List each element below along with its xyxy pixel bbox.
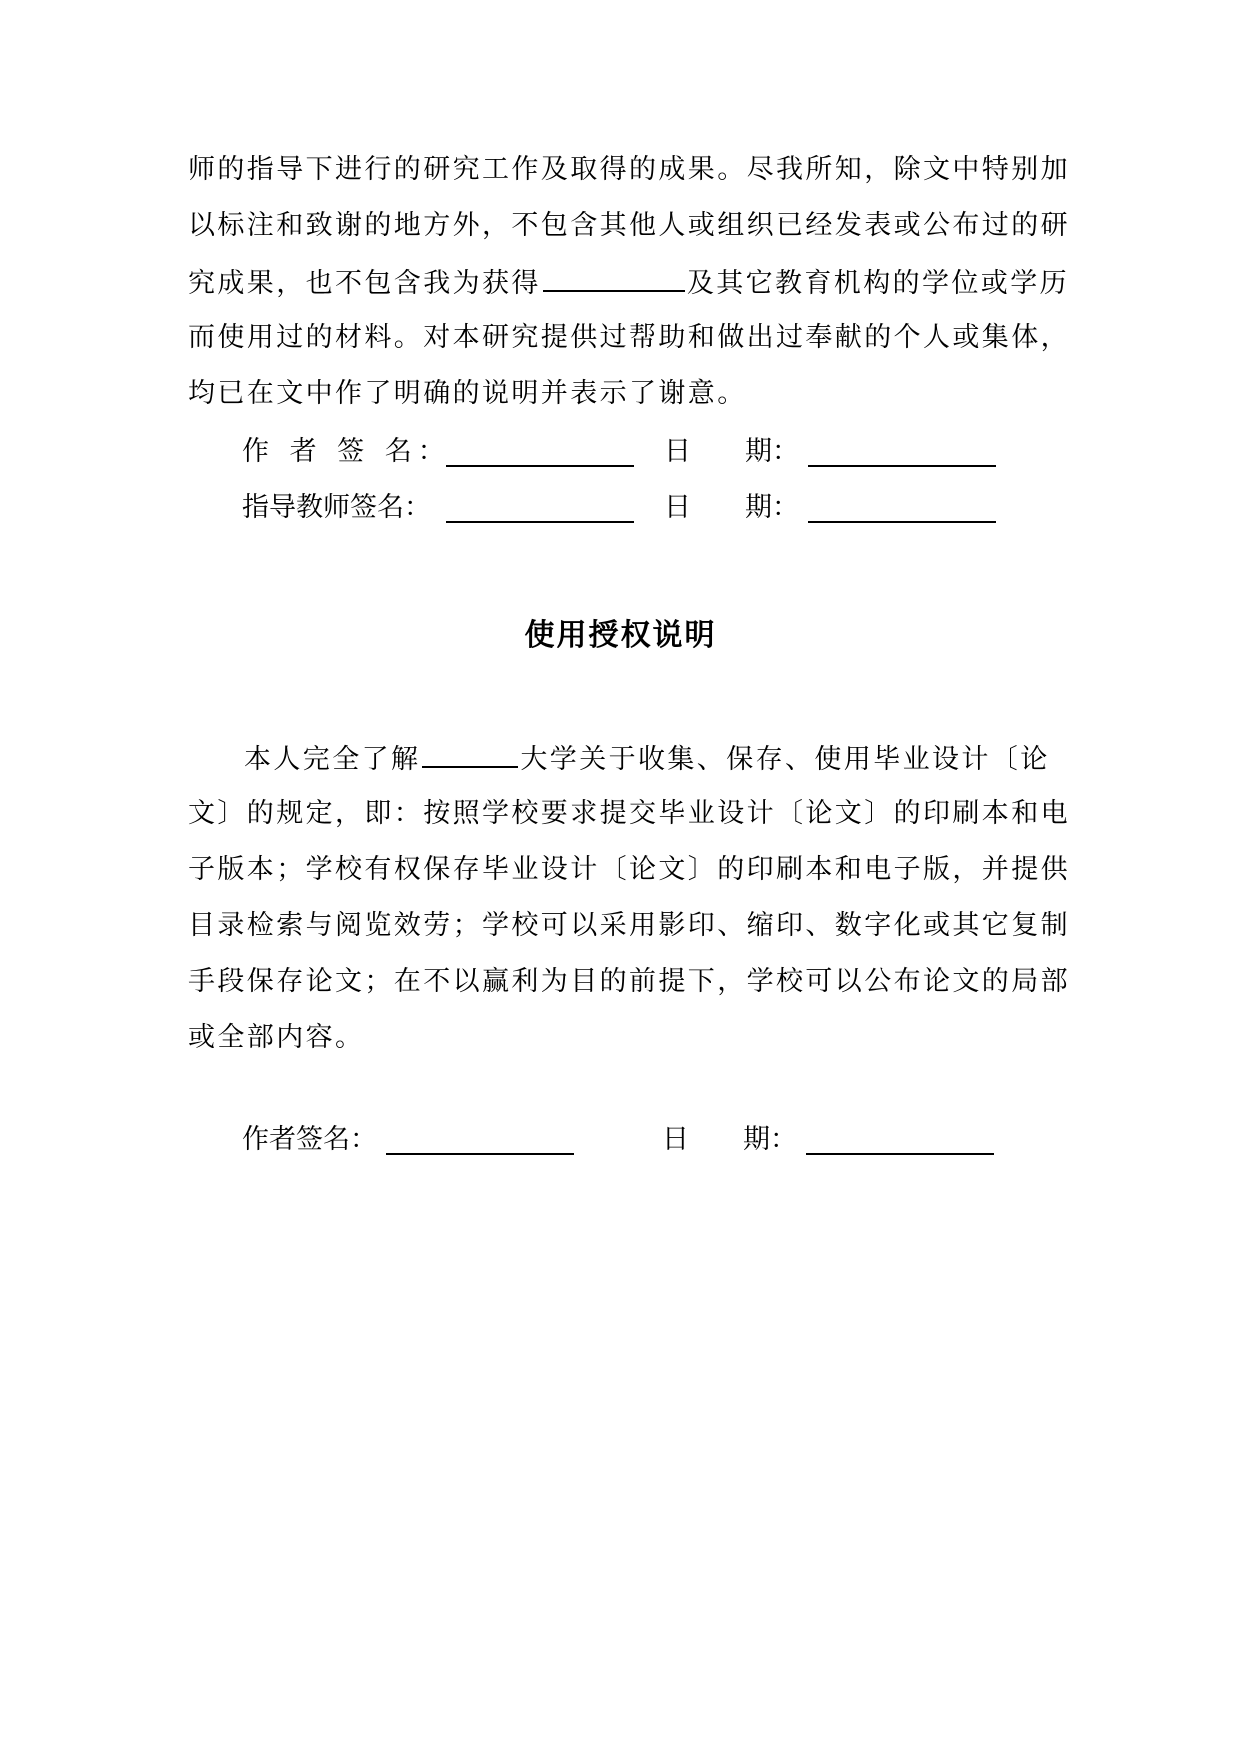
author-signature-line	[446, 465, 634, 467]
advisor-date-label: 日 期：	[664, 492, 799, 523]
authorization-line-6: 或全部内容。	[188, 1022, 365, 1053]
advisor-date-line	[808, 521, 996, 523]
advisor-signature-label: 指导教师签名：	[242, 492, 431, 523]
declaration-line-3	[188, 262, 1069, 304]
authorization-signature-row	[0, 1120, 1241, 1160]
declaration-line-5: 均已在文中作了明确的说明并表示了谢意。	[188, 378, 747, 409]
declaration-line-3-before: 究成果，也不包含我为获得	[188, 268, 541, 299]
declaration-line-4: 而使用过的材料。对本研究提供过帮助和做出过奉献的个人或集体，	[188, 322, 1070, 353]
author-date-line	[808, 465, 996, 467]
advisor-signature-line	[446, 521, 634, 523]
authorization-line-1-after: 大学关于收集、保存、使用毕业设计〔论	[520, 744, 1050, 775]
authorization-line-1-before: 本人完全了解	[244, 744, 421, 775]
author-date-label: 日 期：	[664, 436, 799, 467]
authorization-date-label: 日 期：	[662, 1124, 797, 1155]
declaration-line-1: 师的指导下进行的研究工作及取得的成果。尽我所知，除文中特别加	[188, 154, 1070, 185]
authorization-title: 使用授权说明	[524, 618, 717, 653]
authorization-line-1	[244, 738, 1050, 780]
authorization-author-line	[386, 1153, 574, 1155]
authorization-date-line	[806, 1153, 994, 1155]
authorization-line-2: 文〕的规定，即：按照学校要求提交毕业设计〔论文〕的印刷本和电	[188, 798, 1070, 829]
declaration-line-2: 以标注和致谢的地方外，不包含其他人或组织已经发表或公布过的研	[188, 210, 1070, 241]
authorization-line-5: 手段保存论文；在不以赢利为目的前提下，学校可以公布论文的局部	[188, 966, 1070, 997]
institution-blank	[543, 262, 685, 292]
authorization-author-label: 作者签名：	[242, 1124, 377, 1155]
author-signature-label: 作 者 签 名：	[242, 436, 451, 467]
declaration-line-3-after: 及其它教育机构的学位或学历	[686, 268, 1070, 299]
advisor-signature-row	[0, 488, 1241, 528]
authorization-line-4: 目录检索与阅览效劳；学校可以采用影印、缩印、数字化或其它复制	[188, 910, 1070, 941]
author-signature-row	[0, 432, 1241, 472]
authorization-line-3: 子版本；学校有权保存毕业设计〔论文〕的印刷本和电子版，并提供	[188, 854, 1070, 885]
university-blank	[422, 738, 518, 768]
